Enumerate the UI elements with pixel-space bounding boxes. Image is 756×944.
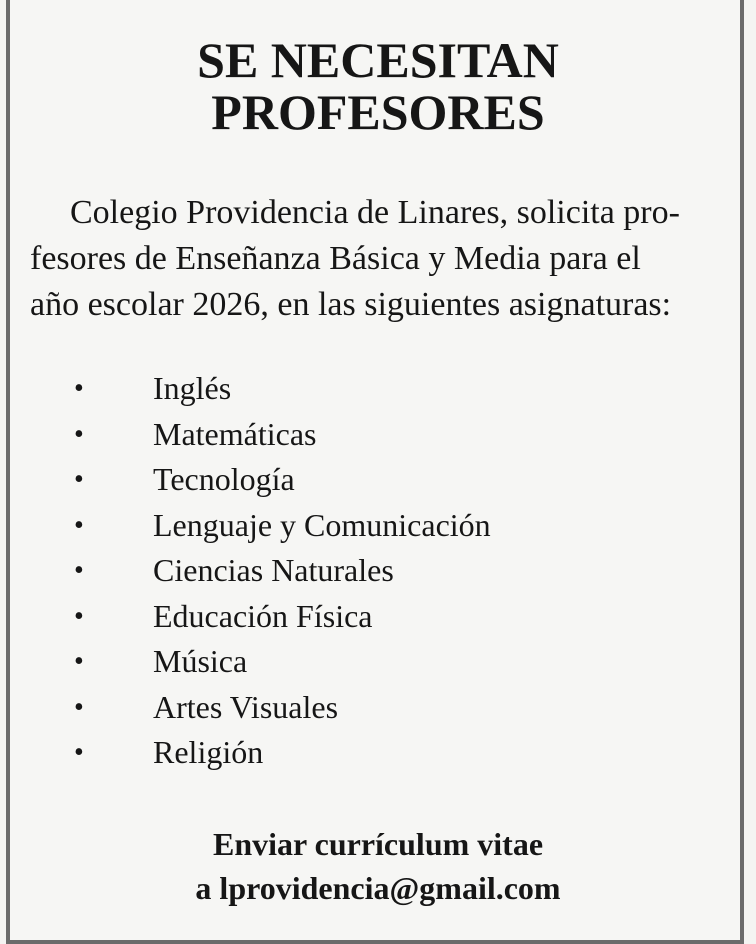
- subject-label: Tecnología: [153, 461, 295, 497]
- body-line-3: año escolar 2026, en las siguientes asignaturas:: [30, 286, 672, 323]
- subject-item-ingles: [0, 366, 756, 412]
- bullet-icon: •: [74, 555, 84, 586]
- footer-instruction: Enviar currículum vitae: [212, 826, 544, 862]
- subject-item-ciencias: [0, 548, 756, 594]
- headline-line-1: SE NECESITAN: [197, 32, 559, 88]
- bullet-icon: •: [74, 691, 84, 723]
- bullet-icon: •: [74, 737, 84, 768]
- body-line-2: fesores de Enseñanza Básica y Media para el: [30, 240, 641, 277]
- subject-label: Lenguaje y Comunicación: [153, 506, 491, 543]
- bullet-icon: •: [74, 600, 84, 632]
- subject-label: Inglés: [153, 370, 232, 406]
- subject-item-educacion-fisica: [0, 594, 756, 640]
- subject-item-musica: [0, 639, 756, 685]
- subject-label: Artes Visuales: [153, 688, 339, 725]
- subject-item-tecnologia: [0, 457, 756, 503]
- subject-list: [0, 366, 756, 776]
- bullet-icon: •: [74, 464, 84, 495]
- body-line-1: Colegio Providencia de Linares, solicita pro-: [70, 194, 680, 231]
- subject-item-artes-visuales: [0, 685, 756, 731]
- bullet-icon: •: [74, 509, 84, 541]
- subject-label: Educación Física: [153, 597, 373, 634]
- subject-label: Religión: [153, 734, 264, 770]
- subject-label: Ciencias Naturales: [153, 552, 394, 588]
- bullet-icon: •: [74, 418, 84, 450]
- subject-item-lenguaje: [0, 503, 756, 549]
- subject-item-matematicas: [0, 412, 756, 458]
- headline-line-2: PROFESORES: [211, 84, 545, 140]
- footer-email: a lprovidencia@gmail.com: [195, 870, 561, 906]
- subject-label: Matemáticas: [153, 415, 317, 452]
- bullet-icon: •: [74, 646, 84, 677]
- body-paragraph: [30, 190, 740, 328]
- bullet-icon: •: [74, 373, 84, 404]
- subject-item-religion: [0, 730, 756, 776]
- subject-label: Música: [153, 643, 248, 679]
